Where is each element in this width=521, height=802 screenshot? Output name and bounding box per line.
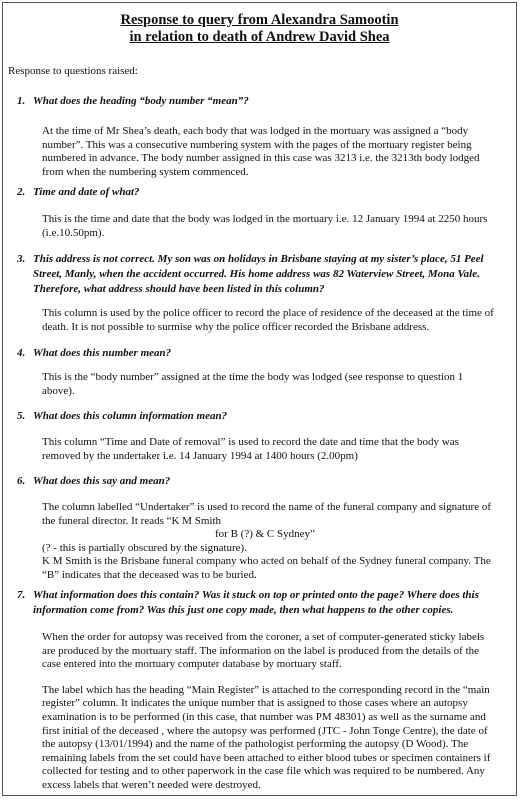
answer-paragraph: for B (?) & C Sydney” bbox=[215, 528, 315, 541]
answer-6 bbox=[42, 501, 497, 583]
question-number: 2. bbox=[17, 186, 26, 198]
question-text: What information does this contain? Was it stuck on top or printed onto the page? Where does this information come from? Was this just one copy made, then what happens to the other copies. bbox=[33, 589, 479, 616]
answer-7 bbox=[42, 631, 497, 793]
answer-paragraph: This column “Time and Date of removal” is used to record the date and time that the body was removed by the undertaker i.e. 14 January 1994 at 1400 hours (2.00pm) bbox=[42, 436, 459, 462]
answer-1 bbox=[42, 125, 497, 179]
answer-5 bbox=[42, 436, 497, 463]
answer-paragraph: When the order for autopsy was received from the coroner, a set of computer-generated sticky labels are produced by the mortuary staff. The information on the label is produced from the details of the case entered into the mortuary computer database by mortuary staff. bbox=[42, 631, 485, 671]
answer-4 bbox=[42, 371, 497, 398]
question-6 bbox=[17, 474, 503, 489]
answer-paragraph: K M Smith is the Brisbane funeral company who acted on behalf of the Sydney funeral company. The “B” indicates that the deceased was to be buried. bbox=[42, 555, 491, 581]
question-text: Time and date of what? bbox=[33, 186, 140, 198]
document-title-line-2: in relation to death of Andrew David Shea bbox=[129, 29, 390, 45]
question-4 bbox=[17, 346, 503, 361]
document-title-line-1: Response to query from Alexandra Samootin bbox=[120, 12, 399, 28]
intro-text: Response to questions raised: bbox=[8, 65, 138, 77]
document-page bbox=[2, 2, 517, 796]
question-number: 3. bbox=[17, 253, 26, 265]
question-2 bbox=[17, 185, 503, 200]
question-3 bbox=[17, 252, 503, 297]
question-5 bbox=[17, 409, 503, 424]
answer-2 bbox=[42, 213, 497, 240]
answer-paragraph: The label which has the heading “Main Register” is attached to the corresponding record in the “main register” column. It indicates the unique number that is assigned to those cases where an autopsy examination is to be performed (in this case, that number was PM 48301) as well as the surname and first initial of the deceased , where the autopsy was performed (JTC - John Tonge Centre), the date of the autopsy (13/01/1994) and the name of the pathologist performing the autopsy (D Wood). The remaining labels from the set could have been attached to either blood tubes or specimen containers if collected for testing and to other paperwork in the case file which was required to be numbered. Any excess labels that weren’t needed were destroyed. bbox=[42, 683, 491, 791]
question-text: What does this column information mean? bbox=[33, 410, 228, 422]
question-1 bbox=[17, 94, 503, 109]
question-number: 4. bbox=[17, 347, 26, 359]
question-text: What does the heading “body number “mean”? bbox=[33, 95, 249, 107]
question-number: 5. bbox=[17, 410, 26, 422]
answer-paragraph: At the time of Mr Shea’s death, each body that was lodged in the mortuary was assigned a “body number”. This was a consecutive numbering system with the pages of the mortuary register being numbered in advance. The body number assigned in this case was 3213 i.e. the 3213th body lodged from when the numbering system commenced. bbox=[42, 125, 480, 178]
answer-3 bbox=[42, 307, 497, 334]
answer-paragraph: This column is used by the police officer to record the place of residence of the deceased at the time of death. It is not possible to surmise why the police officer recorded the Brisbane address. bbox=[42, 307, 494, 333]
answer-paragraph: This is the “body number” assigned at the time the body was lodged (see response to question 1 above). bbox=[42, 371, 464, 397]
question-text: What does this say and mean? bbox=[33, 475, 171, 487]
question-7 bbox=[17, 588, 503, 618]
question-text: What does this number mean? bbox=[33, 347, 172, 359]
answer-paragraph: The column labelled “Undertaker” is used to record the name of the funeral company and signature of the funeral director. It reads “K M Smith bbox=[42, 501, 491, 527]
question-number: 7. bbox=[17, 589, 26, 601]
question-number: 6. bbox=[17, 475, 26, 487]
question-text: This address is not correct. My son was on holidays in Brisbane staying at my sister’s place, 51 Peel Street, Manly, when the accident occurred. His home address was 82 Waterview Street, Mona Vale. Therefore, what address should have been listed in this column? bbox=[33, 253, 484, 295]
answer-paragraph: This is the time and date that the body was lodged in the mortuary i.e. 12 January 1994 at 2250 hours (i.e.10.50pm). bbox=[42, 213, 488, 239]
answer-paragraph: (? - this is partially obscured by the signature). bbox=[42, 541, 247, 554]
question-number: 1. bbox=[17, 95, 26, 107]
